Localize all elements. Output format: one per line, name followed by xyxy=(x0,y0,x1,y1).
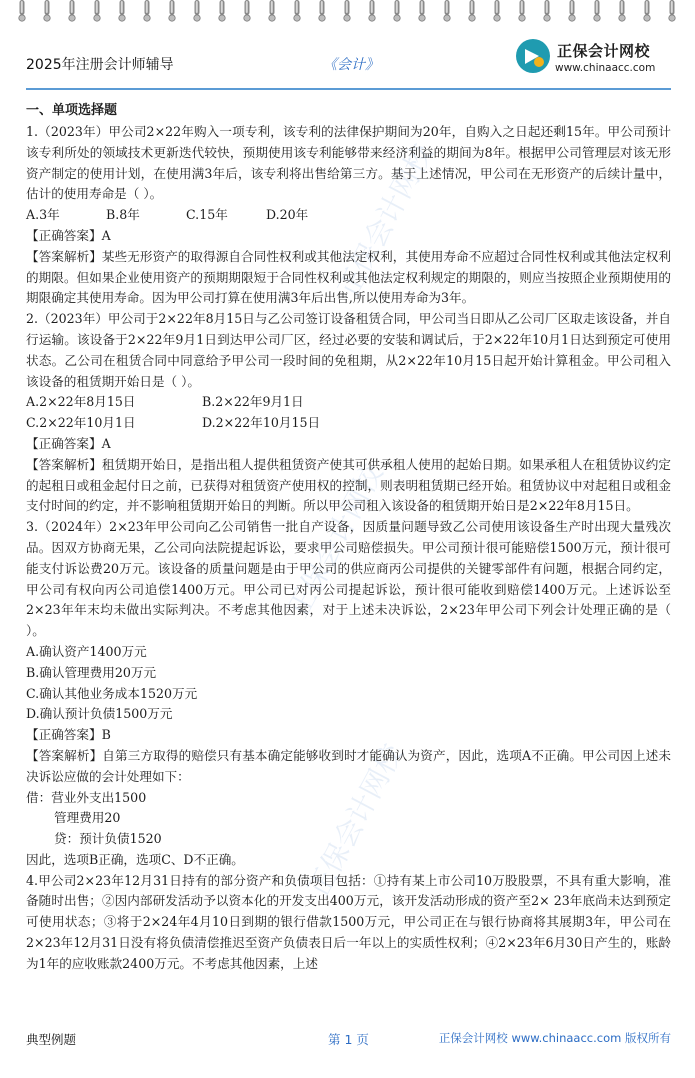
question-2-options-row-2 xyxy=(26,413,671,434)
option-d: D.20年 xyxy=(266,207,309,223)
option-c: C.确认其他业务成本1520万元 xyxy=(26,685,198,701)
option-a: A.确认资产1400万元 xyxy=(26,643,147,659)
question-1-answer: 【正确答案】A xyxy=(26,227,111,243)
question-2-analysis: 【答案解析】租赁期开始日，是指出租人提供租赁资产使其可供承租人使用的起始日期。如果承租人在租赁协议约定的起租日或租金起付日之前，已获得对租赁资产使用权的控制，则表明租赁期已经开始。租赁协议中对起租日或租金支付时间的约定，并不影响租赁期开始日的判断。所以甲公司租入该设备的租赁期开始日是2×22年8月15日。 xyxy=(26,456,671,514)
header-subject-title: 《会计》 xyxy=(323,57,379,73)
option-c: C.2×22年10月1日 xyxy=(26,415,136,431)
question-3-analysis: 【答案解析】自第三方取得的赔偿只有基本确定能够收到时才能确认为资产，因此，选项A不正确。甲公司因上述未决诉讼应做的会计处理如下： xyxy=(26,747,671,784)
question-1-analysis: 【答案解析】某些无形资产的取得源自合同性权利或其他法定权利，其使用寿命不应超过合同性权利或其他法定权利的期限。但如果企业使用资产的预期期限短于合同性权利或其他法定权利规定的期限的，则应当按照企业预期使用的期限确定其使用寿命。因为甲公司打算在使用满3年后出售,所以使用寿命为3年。 xyxy=(26,248,671,306)
page-number: 第 1 页 xyxy=(328,1032,369,1047)
logo-emblem-icon xyxy=(515,38,551,74)
question-2-stem: 2.（2023年）甲公司于2×22年8月15日与乙公司签订设备租赁合同，甲公司当日即从乙公司厂区取走该设备，并自行运输。该设备于2×22年9月1日到达甲公司厂区，经过必要的安装和调试后，于2×22年10月1日达到预定可使用状态。乙公司在租赁合同中同意给予甲公司一段时间的免租期，从2×22年10月15日起开始计算租金。甲公司租入该设备的租赁期开始日是（ ）。 xyxy=(26,311,671,389)
option-d: D.确认预计负债1500万元 xyxy=(26,706,173,722)
logo-name: 正保会计网校 xyxy=(557,42,651,60)
option-a: A.2×22年8月15日 xyxy=(26,394,136,410)
option-c: C.15年 xyxy=(186,207,228,223)
journal-entry-debit-1: 借：营业外支出1500 xyxy=(26,789,147,805)
watermark-text: 正保会计网校 xyxy=(301,738,410,903)
journal-entry-debit-2: 管理费用20 xyxy=(54,810,121,826)
binder-spiral xyxy=(0,0,695,26)
watermark-text: 正保会计网校 xyxy=(281,458,390,623)
section-title: 一、单项选择题 xyxy=(26,103,118,118)
question-1-stem: 1.（2023年）甲公司2×22年购入一项专利，该专利的法律保护期间为20年，自购入之日起还剩15年。甲公司预计该专利所处的领域技术更新迭代较快，预期使用该专利能够带来经济利益的期间为8年。根据甲公司管理层对该无形资产制定的使用计划，在使用满3年后，该专利将出售给第三方。基于上述情况，甲公司在无形资产的后续计量中，估计的使用寿命是（ ）。 xyxy=(26,124,671,202)
question-3-answer: 【正确答案】B xyxy=(26,727,111,743)
question-1-options xyxy=(26,205,671,226)
question-2-options-row-1 xyxy=(26,392,671,413)
question-4-stem: 4.甲公司2×23年12月31日持有的部分资产和负债项目包括：①持有某上市公司10万股股票，不具有重大影响，准备随时出售；②因内部研发活动予以资本化的开发支出400万元，该开发活动形成的资产至2× 23年底尚未达到预定可使用状态；③将于2×24年4月10日到期的银行借款1500万元，甲公司正在与银行协商将其展期3年，甲公司在2×23年12月31日没有将负债清偿推迟至资产负债表日后一年以上的实质性权利；④2×23年6月30日产生的，账龄为1年的应收账款2400万元。不考虑其他因素，上述 xyxy=(26,872,671,971)
question-2-answer: 【正确答案】A xyxy=(26,435,111,451)
option-b: B.8年 xyxy=(106,207,140,223)
footer-section-label: 典型例题 xyxy=(26,1032,77,1047)
header-course-title: 2025年注册会计师辅导 xyxy=(26,57,174,73)
question-3-stem: 3.（2024年）2×23年甲公司向乙公司销售一批自产设备，因质量问题导致乙公司使用该设备生产时出现大量残次品。因双方协商无果，乙公司向法院提起诉讼，要求甲公司赔偿损失。甲公司预计很可能赔偿1500万元，预计很可能支付诉讼费20万元。该设备的质量问题是由于甲公司的供应商丙公司提供的关键零部件有问题，根据合同约定，甲公司有权向丙公司追偿1400万元。甲公司已对丙公司提起诉讼，预计很可能收到赔偿1400万元。上述诉讼至2×23年年末均未做出实际判决。不考虑其他因素，对于上述未决诉讼，2×23年甲公司下列会计处理正确的是（ ）。 xyxy=(26,519,671,639)
journal-entry-credit: 贷：预计负债1520 xyxy=(54,831,162,847)
question-3-conclusion: 因此，选项B正确，选项C、D不正确。 xyxy=(26,851,244,867)
footer-copyright: 正保会计网校 www.chinaacc.com 版权所有 xyxy=(438,1031,671,1045)
option-b: B.2×22年9月1日 xyxy=(202,394,304,410)
option-b: B.确认管理费用20万元 xyxy=(26,664,157,680)
brand-logo xyxy=(515,34,665,80)
option-a: A.3年 xyxy=(26,207,60,223)
document-body xyxy=(26,100,671,975)
option-d: D.2×22年10月15日 xyxy=(202,415,321,431)
watermark-text: 正保会计网校 xyxy=(331,138,440,303)
logo-url: www.chinaacc.com xyxy=(555,62,656,74)
page-header xyxy=(26,30,665,90)
header-divider xyxy=(26,88,671,90)
